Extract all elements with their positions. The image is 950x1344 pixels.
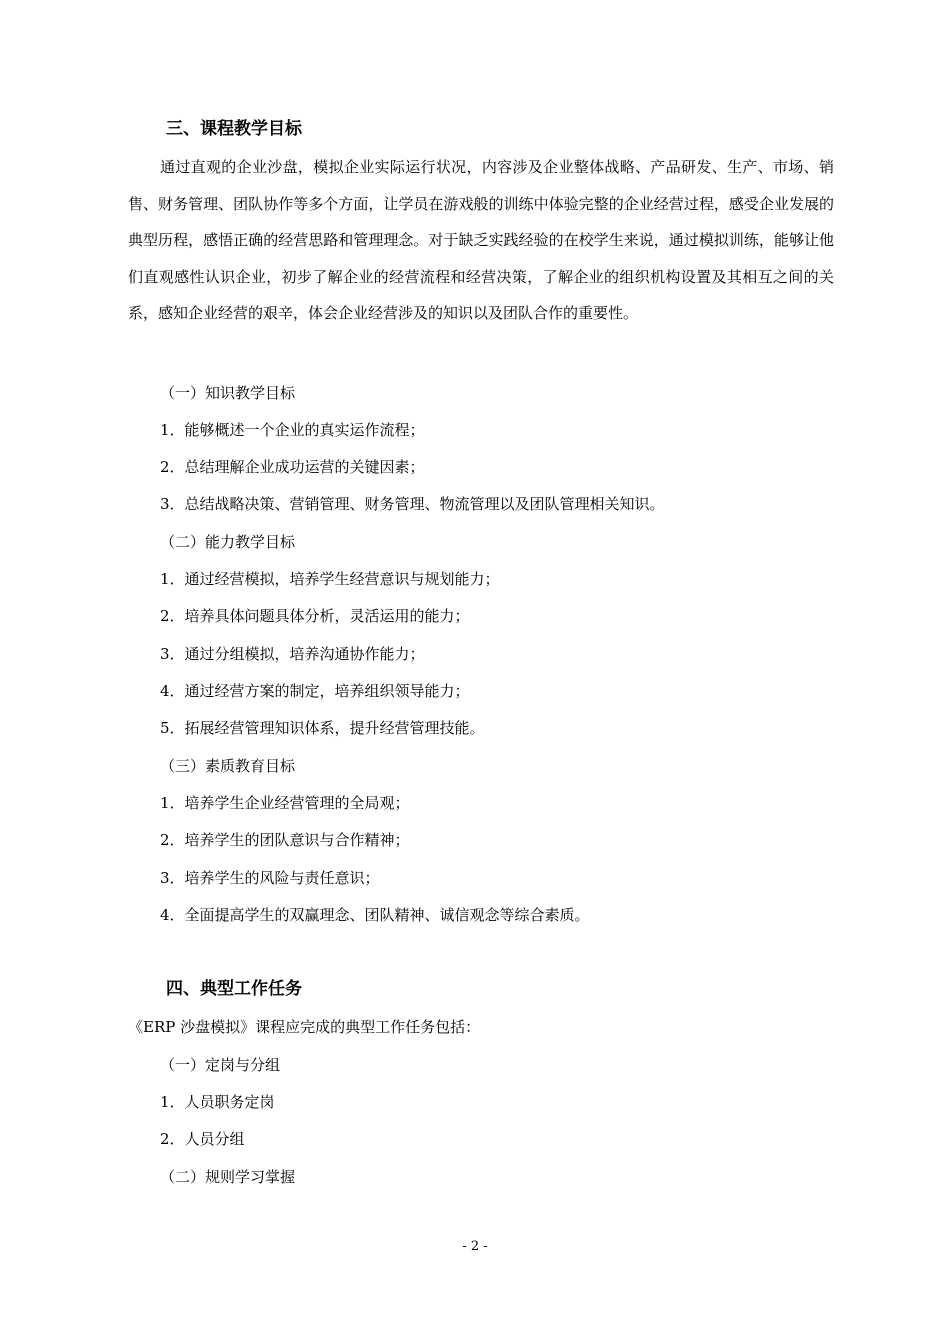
ability-goal-item: 2．培养具体问题具体分析，灵活运用的能力；: [160, 607, 470, 625]
quality-goal-item: 1．培养学生企业经营管理的全局观；: [160, 794, 410, 812]
ability-goal-item: 4．通过经营方案的制定，培养组织领导能力；: [160, 682, 470, 700]
knowledge-goal-item: 1．能够概述一个企业的真实运作流程；: [160, 421, 425, 439]
section-4-heading: 四、典型工作任务: [166, 979, 302, 999]
section-3-paragraph: 通过直观的企业沙盘，模拟企业实际运行状况，内容涉及企业整体战略、产品研发、生产、市场、销售、财务管理、团队协作等多个方面，让学员在游戏般的训练中体验完整的企业经营过程，感受企业发展的典型历程，感悟正确的经营思路和管理理念。对于缺乏实践经验的在校学生来说，通过模拟训练，能够让他们直观感性认识企业，初步了解企业的经营流程和经营决策，了解企业的组织机构设置及其相互之间的关系，感知企业经营的艰辛，体会企业经营涉及的知识以及团队合作的重要性。: [128, 158, 834, 323]
quality-goal-item: 3．培养学生的风险与责任意识；: [160, 869, 380, 887]
task-item: 2．人员分组: [160, 1130, 245, 1148]
knowledge-goal-item: 3．总结战略决策、营销管理、财务管理、物流管理以及团队管理相关知识。: [160, 495, 665, 513]
ability-goals-title: （二）能力教学目标: [160, 533, 296, 551]
quality-goal-item: 2．培养学生的团队意识与合作精神；: [160, 831, 410, 849]
page-number: - 2 -: [462, 1239, 488, 1254]
ability-goal-item: 1．通过经营模拟，培养学生经营意识与规划能力；: [160, 570, 500, 588]
ability-goal-item: 5．拓展经营管理知识体系，提升经营管理技能。: [160, 719, 485, 737]
knowledge-goal-item: 2．总结理解企业成功运营的关键因素；: [160, 458, 425, 476]
task-group-title: （一）定岗与分组: [160, 1056, 281, 1074]
quality-goals-title: （三）素质教育目标: [160, 757, 296, 775]
ability-goal-item: 3．通过分组模拟，培养沟通协作能力；: [160, 645, 425, 663]
knowledge-goals-title: （一）知识教学目标: [160, 384, 296, 402]
task-group-title: （二）规则学习掌握: [160, 1168, 296, 1186]
quality-goal-item: 4．全面提高学生的双赢理念、团队精神、诚信观念等综合素质。: [160, 906, 590, 924]
section-3-heading: 三、课程教学目标: [166, 119, 302, 139]
task-item: 1．人员职务定岗: [160, 1093, 275, 1111]
section-4-intro: 《ERP 沙盘模拟》课程应完成的典型工作任务包括：: [128, 1018, 481, 1036]
